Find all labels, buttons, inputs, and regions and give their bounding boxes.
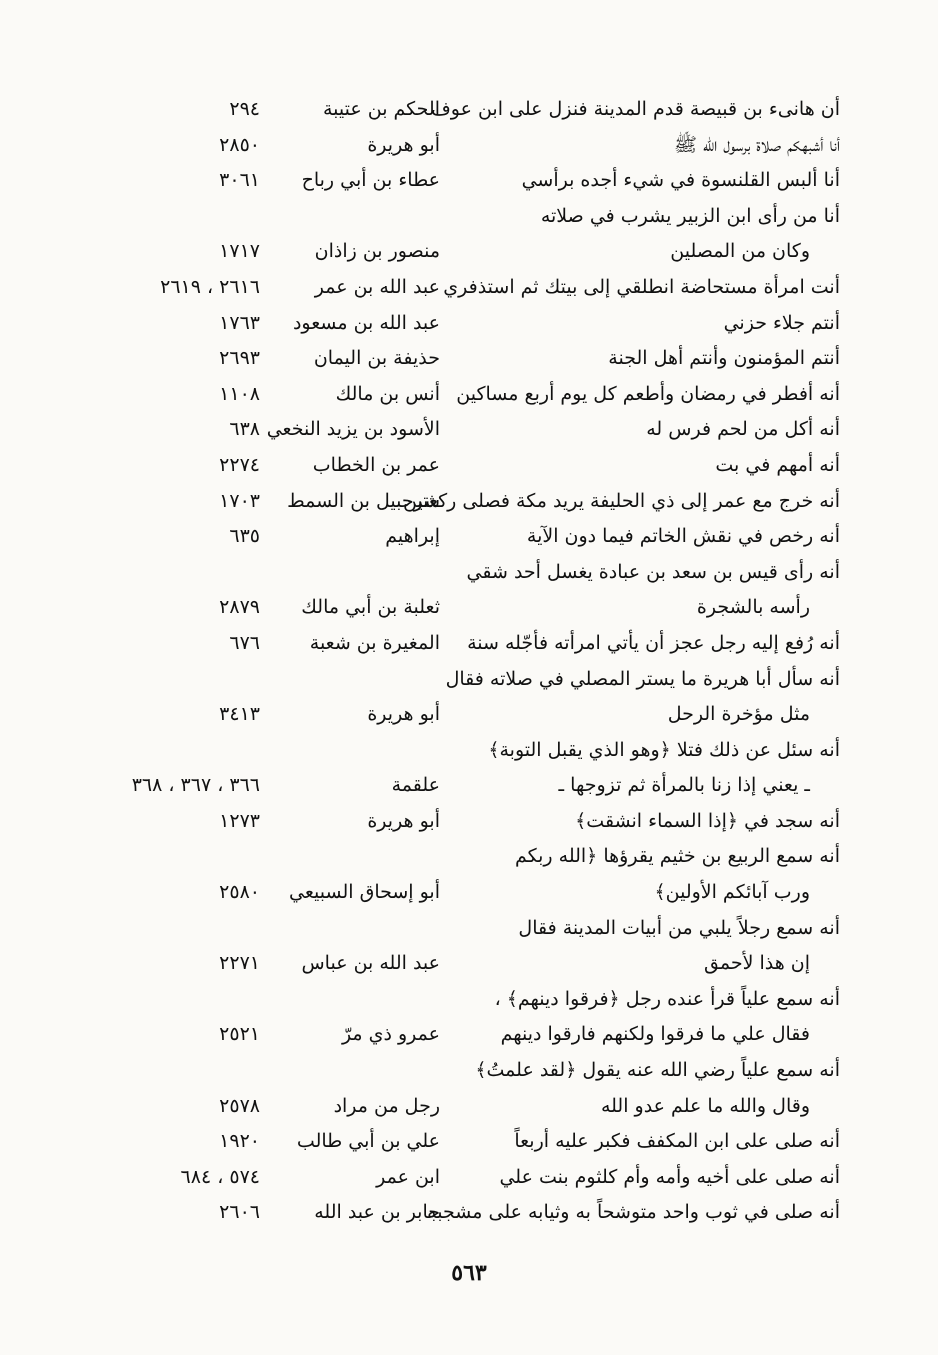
hadith-text: أنه سمع الربيع بن خثيم يقرؤها ﴿الله ربكم xyxy=(515,845,840,868)
reference-numbers: ٢٦١٦ ، ٢٦١٩ xyxy=(160,275,260,298)
reference-numbers: ١٧٦٣ xyxy=(219,311,260,334)
index-row xyxy=(90,199,850,235)
index-row xyxy=(90,1053,850,1089)
hadith-text: وقال والله ما علم عدو الله xyxy=(600,1094,810,1117)
reference-numbers: ٣٠٦١ xyxy=(219,169,260,192)
reference-numbers: ٣٤١٣ xyxy=(219,703,260,726)
reference-numbers: ٦٣٥ xyxy=(229,525,260,548)
index-row xyxy=(90,341,850,377)
index-row xyxy=(90,92,850,128)
reference-numbers: ٦٧٦ xyxy=(229,631,260,654)
narrator-name: أبو هريرة xyxy=(367,703,440,726)
index-row xyxy=(90,270,850,306)
hadith-text: أنه سأل أبا هريرة ما يستر المصلي في صلاته فقال xyxy=(445,667,840,690)
index-row xyxy=(90,1195,850,1231)
index-row xyxy=(90,875,850,911)
index-row xyxy=(90,839,850,875)
reference-numbers: ١٢٧٣ xyxy=(219,809,260,832)
hadith-text: أنه أفطر في رمضان وأطعم كل يوم أربع مساكين xyxy=(456,382,840,405)
narrator-name: أبو إسحاق السبيعي xyxy=(289,881,440,904)
hadith-text: أنه صلى على أخيه وأمه وأم كلثوم بنت علي xyxy=(499,1165,840,1188)
narrator-name: جابر بن عبد الله xyxy=(314,1201,440,1224)
hadith-text: أنتم المؤمنون وأنتم أهل الجنة xyxy=(608,347,840,370)
reference-numbers: ٢٨٧٩ xyxy=(219,596,260,619)
index-row xyxy=(90,768,850,804)
reference-numbers: ٢٥٧٨ xyxy=(219,1094,260,1117)
index-row xyxy=(90,128,850,164)
hadith-text: أنه سمع علياً قرأ عنده رجل ﴿فرقوا دينهم﴾ ، xyxy=(494,987,840,1010)
narrator-name: أبو هريرة xyxy=(367,133,440,156)
hadith-text: ـ يعني إذا زنا بالمرأة ثم تزوجها ـ xyxy=(558,774,810,797)
narrator-name: شرحبيل بن السمط xyxy=(287,489,440,512)
reference-numbers: ٢٥٢١ xyxy=(219,1023,260,1046)
hadith-text: أنه رُفع إليه رجل عجز أن يأتي امرأته فأجّله سنة xyxy=(467,631,840,654)
reference-numbers: ٢٥٨٠ xyxy=(219,881,260,904)
hadith-text: أنه أمهم في بت xyxy=(715,453,840,476)
index-row xyxy=(90,733,850,769)
hadith-text: أنه رأى قيس بن سعد بن عبادة يغسل أحد شقي xyxy=(466,560,840,583)
reference-numbers: ٥٧٤ ، ٦٨٤ xyxy=(180,1165,260,1188)
index-row xyxy=(90,163,850,199)
narrator-name: رجل من مراد xyxy=(333,1094,440,1117)
narrator-name: أنس بن مالك xyxy=(335,382,440,405)
reference-numbers: ٢٢٧٤ xyxy=(219,453,260,476)
narrator-name: علقمة xyxy=(391,774,440,797)
hadith-text: أنا أشبهكم صلاة برسول الله ﷺ xyxy=(674,133,840,156)
hadith-text: أن هانىء بن قبيصة قدم المدينة فنزل على ابن عوف xyxy=(431,98,840,120)
index-row xyxy=(90,412,850,448)
narrator-name: المغيرة بن شعبة xyxy=(309,631,440,654)
index-row xyxy=(90,911,850,947)
hadith-text: أنه سئل عن ذلك فتلا ﴿وهو الذي يقبل التوبة﴾ xyxy=(488,738,840,761)
hadith-text: وكان من المصلين xyxy=(670,240,810,263)
narrator-name: عمرو ذي مرّ xyxy=(341,1023,440,1046)
narrator-name: علي بن أبي طالب xyxy=(296,1130,440,1153)
hadith-text: إن هذا لأحمق xyxy=(704,952,810,975)
hadith-text: أنت امرأة مستحاضة انطلقي إلى بيتك ثم استذفري xyxy=(443,275,840,298)
reference-numbers: ٢٢٧١ xyxy=(219,952,260,975)
index-row xyxy=(90,1124,850,1160)
hadith-text: مثل مؤخرة الرحل xyxy=(667,703,810,726)
hadith-text: ورب آبائكم الأولين﴾ xyxy=(654,881,810,904)
narrator-name: عطاء بن أبي رباح xyxy=(301,169,440,192)
index-row xyxy=(90,590,850,626)
index-row xyxy=(90,306,850,342)
narrator-name: الأسود بن يزيد النخعي xyxy=(266,418,440,441)
index-row xyxy=(90,1089,850,1125)
hadith-index-table xyxy=(90,92,850,1231)
reference-numbers: ١٧١٧ xyxy=(219,240,260,263)
hadith-text: أنتم جلاء حزني xyxy=(723,311,840,334)
hadith-text: فقال علي ما فرقوا ولكنهم فارقوا دينهم xyxy=(500,1023,810,1046)
hadith-text: أنه سمع علياً رضي الله عنه يقول ﴿لقد علمتُ﴾ xyxy=(475,1059,840,1082)
narrator-name: أبو هريرة xyxy=(367,809,440,832)
index-row xyxy=(90,234,850,270)
index-row xyxy=(90,946,850,982)
index-row xyxy=(90,982,850,1018)
index-row xyxy=(90,662,850,698)
index-row xyxy=(90,626,850,662)
reference-numbers: ٢٨٥٠ xyxy=(219,133,260,156)
hadith-text: أنه صلى على ابن المكفف فكبر عليه أربعاً xyxy=(514,1130,840,1153)
index-row xyxy=(90,484,850,520)
reference-numbers: ٢٦٩٣ xyxy=(219,347,260,370)
index-row xyxy=(90,804,850,840)
hadith-text: رأسه بالشجرة xyxy=(696,596,810,619)
reference-numbers: ٢٦٠٦ xyxy=(219,1201,260,1224)
reference-numbers: ١٩٢٠ xyxy=(219,1130,260,1153)
narrator-name: ثعلبة بن أبي مالك xyxy=(301,596,440,619)
index-row xyxy=(90,377,850,413)
index-row xyxy=(90,697,850,733)
narrator-name: إبراهيم xyxy=(385,525,440,548)
index-row xyxy=(90,1160,850,1196)
narrator-name: عمر بن الخطاب xyxy=(312,453,440,476)
narrator-name: ابن عمر xyxy=(376,1165,440,1188)
hadith-text: أنه صلى في ثوب واحد متوشحاً به وثيابه على مشجبه xyxy=(427,1201,840,1224)
reference-numbers: ٣٦٦ ، ٣٦٧ ، ٣٦٨ xyxy=(131,774,260,797)
reference-numbers: ٢٩٤ xyxy=(229,98,260,120)
narrator-name: عبد الله بن مسعود xyxy=(292,311,440,334)
hadith-text: أنا من رأى ابن الزبير يشرب في صلاته xyxy=(540,204,840,227)
narrator-name: عبد الله بن عباس xyxy=(301,952,440,975)
reference-numbers: ١١٠٨ xyxy=(219,382,260,405)
narrator-name: الحكم بن عتيبة xyxy=(322,98,440,120)
narrator-name: عبد الله بن عمر xyxy=(314,275,440,298)
narrator-name: حذيفة بن اليمان xyxy=(313,347,440,370)
index-row xyxy=(90,448,850,484)
index-row xyxy=(90,519,850,555)
hadith-text: أنه سجد في ﴿إذا السماء انشقت﴾ xyxy=(575,809,840,832)
hadith-text: أنه رخص في نقش الخاتم فيما دون الآية xyxy=(526,525,840,548)
page-number: ٥٦٣ xyxy=(451,1260,487,1286)
reference-numbers: ٦٣٨ xyxy=(229,418,260,441)
reference-numbers: ١٧٠٣ xyxy=(219,489,260,512)
index-row xyxy=(90,555,850,591)
index-row xyxy=(90,1017,850,1053)
hadith-text: أنه سمع رجلاً يلبي من أبيات المدينة فقال xyxy=(518,916,840,939)
hadith-text: أنه خرج مع عمر إلى ذي الحليفة يريد مكة فصلى ركعتين xyxy=(402,489,840,512)
narrator-name: منصور بن زاذان xyxy=(314,240,440,263)
hadith-text: أنا ألبس القلنسوة في شيء أجده برأسي xyxy=(521,169,840,192)
hadith-text: أنه أكل من لحم فرس له xyxy=(646,418,840,441)
